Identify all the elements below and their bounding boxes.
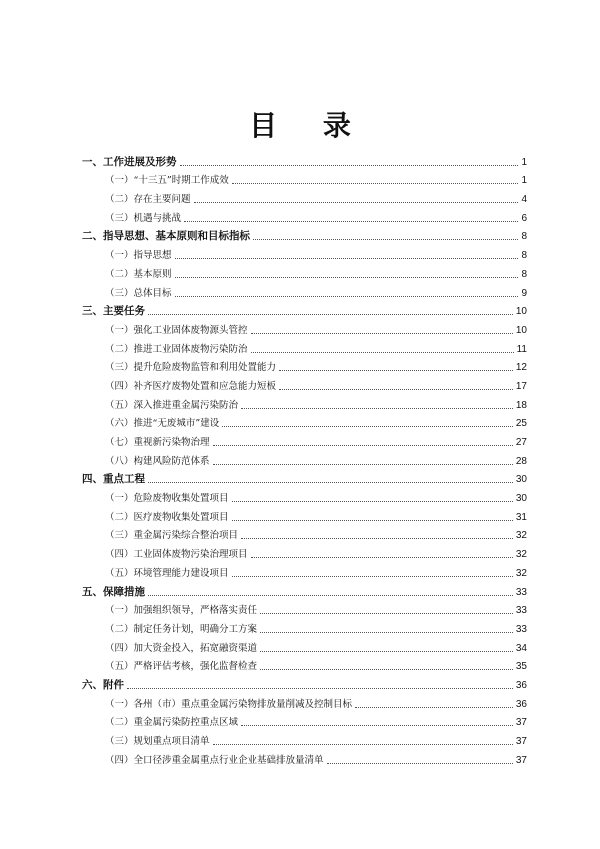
toc-entry-label: （二）基本原则 [105,268,172,280]
toc-subsection-entry[interactable] [82,262,527,281]
dot-leader [260,651,513,652]
dot-leader [279,389,513,390]
dot-leader [251,333,513,334]
toc-section-entry[interactable] [82,225,527,244]
toc-entry-label: （四）工业固体废物污染治理项目 [105,549,248,561]
toc-entry-label: （二）存在主要问题 [105,194,191,206]
toc-entry-label: （五）严格评估考核，强化监督检查 [105,661,258,673]
toc-subsection-entry[interactable] [82,505,527,524]
dot-leader [213,744,513,745]
toc-entry-label: （三）重金属污染综合整治项目 [105,530,239,542]
toc-page-number: 37 [515,717,527,729]
toc-entry-label: （一）加强组织领导，严格落实责任 [105,605,258,617]
toc-entry-label: （一）危险废物收集处置项目 [105,493,229,505]
toc-subsection-entry[interactable] [82,561,527,580]
toc-entry-label: （一）各州（市）重点重金属污染物排放量削减及控制目标 [105,698,353,710]
toc-entry-label: （三）提升危险废物监管和利用处置能力 [105,362,277,374]
toc-entry-label: （三）机遇与挑战 [105,212,182,224]
toc-subsection-entry[interactable] [82,748,527,767]
toc-page-number: 37 [515,736,527,747]
dot-leader [260,669,513,670]
dot-leader [184,221,518,222]
toc-subsection-entry[interactable] [82,449,527,468]
dot-leader [148,314,513,315]
toc-page-number: 11 [516,343,527,355]
toc-page-number: 36 [515,679,527,691]
toc-subsection-entry[interactable] [82,393,527,412]
toc-subsection-entry[interactable] [82,169,527,188]
toc-page-number: 1 [521,156,527,168]
dot-leader [355,707,513,708]
toc-page-number: 34 [515,642,527,654]
dot-leader [213,464,513,465]
toc-subsection-entry[interactable] [82,412,527,431]
toc-subsection-entry[interactable] [82,356,527,375]
dot-leader [253,239,518,240]
dot-leader [232,520,513,521]
dot-leader [213,445,513,446]
toc-entry-label: （六）推进“无废城市”建设 [105,418,220,430]
toc-page-number: 25 [515,418,527,430]
toc-entry-label: 二、指导思想、基本原则和目标指标 [82,230,250,243]
toc-entry-label: （五）环境管理能力建设项目 [105,567,229,579]
toc-subsection-entry[interactable] [82,281,527,300]
toc-entry-label: （七）重视新污染物治理 [105,437,210,448]
toc-section-entry[interactable] [82,150,527,169]
toc-page-number: 8 [521,231,527,243]
toc-entry-label: （四）加大资金投入，拓宽融资渠道 [105,642,258,654]
toc-section-entry[interactable] [82,300,527,319]
toc-page-number: 35 [515,661,527,673]
toc-section-entry[interactable] [82,673,527,692]
toc-entry-label: （四）全口径涉重金属重点行业企业基础排放量清单 [105,754,324,766]
dot-leader [194,202,519,203]
toc-page-number: 9 [521,287,527,299]
toc-entry-label: 四、重点工程 [82,473,145,486]
dot-leader [175,296,519,297]
dot-leader [175,258,519,259]
dot-leader [232,501,513,502]
toc-page-number: 1 [521,175,527,187]
toc-subsection-entry[interactable] [82,655,527,674]
toc-entry-label: （一）强化工业固体废物源头管控 [105,324,248,336]
toc-page-number: 32 [515,567,527,579]
dot-leader [241,538,513,539]
toc-entry-label: （一）指导思想 [105,250,172,262]
dot-leader [260,613,513,614]
toc-page-number: 33 [515,605,527,617]
toc-page-number: 6 [521,212,527,224]
toc-entry-label: （二）推进工业固体废物污染防治 [105,343,248,355]
dot-leader [251,352,514,353]
dot-leader [241,725,513,726]
toc-entry-label: （三）总体目标 [105,287,172,299]
toc-entry-label: 六、附件 [82,678,124,691]
toc-subsection-entry[interactable] [82,711,527,730]
dot-leader [180,165,519,166]
dot-leader [222,426,513,427]
toc-page-number: 28 [515,455,527,467]
toc-page-number: 30 [515,474,527,486]
page-title: 目 录 [249,109,369,142]
toc-entry-label: （五）深入推进重金属污染防治 [105,399,239,411]
toc-entry-label: （一）“十三五”时期工作成效 [105,175,229,187]
toc-page-number: 8 [521,268,527,280]
toc-subsection-entry[interactable] [82,692,527,711]
toc-entry-label: （二）制定任务计划，明确分工方案 [105,623,258,635]
toc-page-number: 36 [515,698,527,710]
dot-leader [148,482,513,483]
toc-section-entry[interactable] [82,468,527,487]
toc-page-number: 17 [515,380,527,392]
toc-subsection-entry[interactable] [82,243,527,262]
dot-leader [279,370,513,371]
toc-page-number: 37 [515,754,527,766]
toc-entry-label: 五、保障措施 [82,585,145,598]
toc-subsection-entry[interactable] [82,599,527,618]
toc-subsection-entry[interactable] [82,486,527,505]
toc-page-number: 32 [515,549,527,561]
toc-entry-label: （四）补齐医疗废物处置和应急能力短板 [105,380,277,392]
toc-page-number: 33 [515,586,527,598]
toc-subsection-entry[interactable] [82,729,527,748]
toc-page-number: 8 [521,250,527,262]
toc-subsection-entry[interactable] [82,374,527,393]
toc-entry-label: 一、工作进展及形势 [82,155,177,168]
toc-page-number: 10 [515,324,527,336]
dot-leader [241,408,513,409]
dot-leader [232,183,519,184]
dot-leader [127,688,513,689]
toc-page-number: 27 [515,437,527,448]
toc-entry-label: （二）重金属污染防控重点区域 [105,717,239,729]
toc-page-number: 31 [515,511,527,523]
dot-leader [148,595,513,596]
toc-entry-label: （二）医疗废物收集处置项目 [105,511,229,523]
toc-subsection-entry[interactable] [82,318,527,337]
toc-page-number: 18 [515,399,527,411]
toc-entry-label: （八）构建风险防范体系 [105,455,210,467]
toc-subsection-entry[interactable] [82,542,527,561]
toc-page-number: 10 [515,306,527,318]
toc-entry-label: 三、主要任务 [82,305,145,318]
toc-subsection-entry[interactable] [82,617,527,636]
toc-subsection-entry[interactable] [82,187,527,206]
toc-page-number: 33 [515,623,527,635]
dot-leader [232,576,513,577]
toc-page-number: 4 [521,194,527,206]
toc-entry-label: （三）规划重点项目清单 [105,736,210,747]
dot-leader [327,763,513,764]
toc-page-number: 32 [515,530,527,542]
toc-section-entry[interactable] [82,580,527,599]
toc-subsection-entry[interactable] [82,337,527,356]
toc-subsection-entry[interactable] [82,524,527,543]
toc-subsection-entry[interactable] [82,206,527,225]
toc-subsection-entry[interactable] [82,636,527,655]
dot-leader [175,277,519,278]
toc-page-number: 12 [515,362,527,374]
dot-leader [251,557,513,558]
toc-subsection-entry[interactable] [82,430,527,449]
table-of-contents [82,150,527,767]
dot-leader [260,632,513,633]
toc-page-number: 30 [515,493,527,505]
